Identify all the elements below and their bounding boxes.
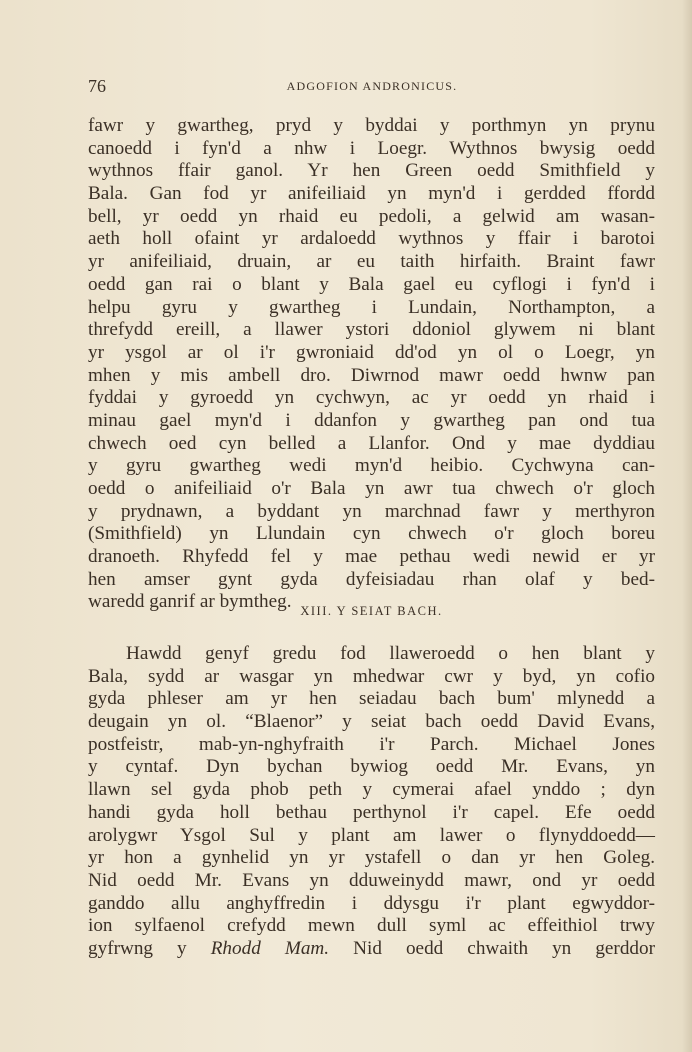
text-line: fyddai y gyroedd yn cychwyn, ac yr oedd yn rhaid i (88, 387, 655, 409)
paragraph-2 (88, 643, 655, 961)
text-line: gyda phleser am yr hen seiadau bach bum' mlynedd a (88, 688, 655, 710)
text-line: oedd gan rai o blant y Bala gael eu cyflogi i fyn'd i (88, 273, 655, 295)
text-line: yr anifeiliaid, druain, ar eu taith hirfaith. Braint fawr (88, 251, 655, 273)
text-line: canoedd i fyn'd a nhw i Loegr. Wythnos bwysig oedd (88, 137, 655, 159)
text-line: yr ysgol ar ol i'r gwroniaid dd'od yn ol o Loegr, yn (88, 341, 655, 363)
paragraph-1 (88, 115, 655, 614)
running-header (88, 76, 656, 98)
text-line: helpu gyru y gwartheg i Lundain, Northampton, a (88, 296, 655, 318)
section-heading: XIII. Y SEIAT BACH. (300, 604, 443, 618)
text-line: Bala, sydd ar wasgar yn mhedwar cwr y byd, yn cofio (88, 665, 655, 687)
text-line: Nid oedd Mr. Evans yn dduweinydd mawr, ond yr oedd (88, 869, 655, 891)
text-line: chwech oed cyn belled a Llanfor. Ond y mae dyddiau (88, 432, 655, 454)
text-line: (Smithfield) yn Llundain cyn chwech o'r gloch boreu (88, 523, 655, 545)
text-line: y gyru gwartheg wedi myn'd heibio. Cychwyna can- (88, 455, 655, 477)
text-line-last (88, 938, 655, 961)
running-title: ADGOFION ANDRONICUS. (286, 79, 458, 93)
page-edge-shadow (682, 0, 692, 1052)
text-line: waredd ganrif ar bymtheg. (88, 591, 292, 613)
text-line: y prydnawn, a byddant yn marchnad fawr y merthyron (88, 500, 655, 522)
text-line: llawn sel gyda phob peth y cymerai afael ynddo ; dyn (88, 779, 655, 801)
text-line: handi gyda holl bethau perthynol i'r capel. Efe oedd (88, 801, 655, 823)
book-title-italic: Rhodd Mam. (210, 937, 330, 959)
text-line: Hawdd genyf gredu fod llaweroedd o hen blant y (126, 643, 655, 664)
text-line: mhen y mis ambell dro. Diwrnod mawr oedd hwnw pan (88, 364, 655, 386)
text-line: wythnos ffair ganol. Yr hen Green oedd Smithfield y (88, 160, 655, 182)
text-segment: gyfrwng y (88, 937, 187, 959)
text-line: dranoeth. Rhyfedd fel y mae pethau wedi newid er yr (88, 546, 655, 568)
text-line: hen amser gynt gyda dyfeisiadau rhan olaf y bed- (88, 568, 655, 590)
text-line: ganddo allu anghyffredin i ddysgu i'r plant egwyddor- (88, 892, 655, 914)
page-number: 76 (88, 76, 106, 96)
text-line: y cyntaf. Dyn bychan bywiog oedd Mr. Evans, yn (88, 756, 655, 778)
text-line: yr hon a gynhelid yn yr ystafell o dan yr hen Goleg. (88, 847, 655, 869)
text-line: threfydd ereill, a llawer ystori ddoniol glywem ni blant (88, 319, 655, 341)
text-line: arolygwr Ysgol Sul y plant am lawer o flynyddoedd— (88, 824, 655, 846)
text-line: Bala. Gan fod yr anifeiliaid yn myn'd i gerdded ffordd (88, 183, 655, 205)
text-line: aeth holl ofaint yr ardaloedd wythnos y ffair i barotoi (88, 228, 655, 250)
text-line: fawr y gwartheg, pryd y byddai y porthmyn yn prynu (88, 115, 655, 136)
text-line: deugain yn ol. “Blaenor” y seiat bach oedd David Evans, (88, 711, 655, 733)
text-line: minau gael myn'd i ddanfon y gwartheg pan ond tua (88, 409, 655, 431)
text-line: ion sylfaenol crefydd mewn dull syml ac effeithiol trwy (88, 915, 655, 937)
text-line: postfeistr, mab-yn-nghyfraith i'r Parch. Michael Jones (88, 733, 655, 755)
text-line: oedd o anifeiliaid o'r Bala yn awr tua chwech o'r gloch (88, 478, 655, 499)
text-line: bell, yr oedd yn rhaid eu pedoli, a gelwid am wasan- (88, 205, 655, 227)
text-segment: Nid oedd chwaith yn gerddor (353, 937, 655, 959)
